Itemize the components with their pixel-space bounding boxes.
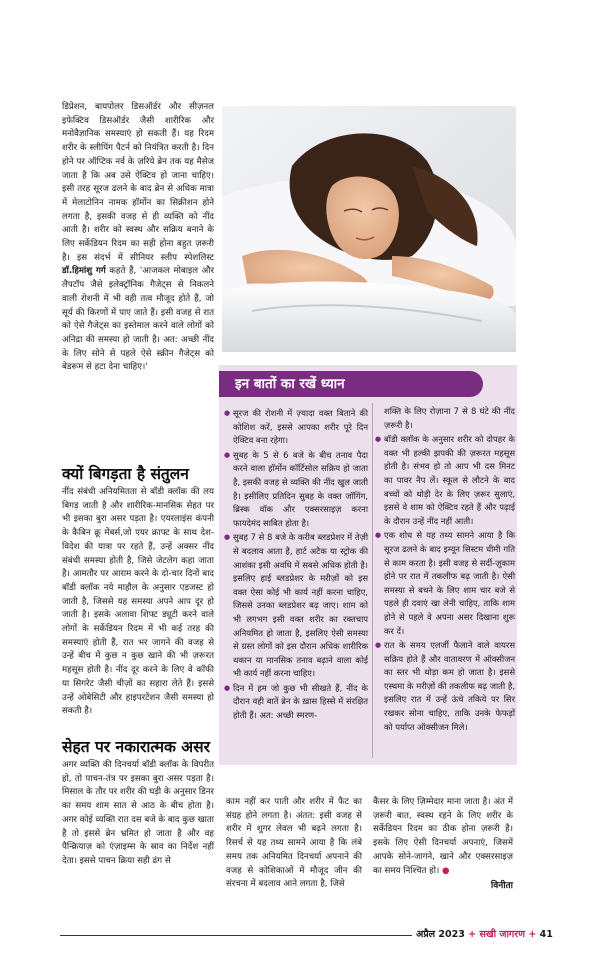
column-three-text — [373, 796, 513, 894]
imbalance-paragraph: नींद संबंधी अनियमितता से बॉडी क्लॉक की लय बिगड़ जाती है और शारीरिक-मानसिक सेहत पर भी इसका बुरा असर पड़ता है। एयरलाइंस कंपनी के कैबिन क्रू मेंबर्स,जो एयर क्राफ्ट के साथ देश-विदेश की यात्रा पर रहते हैं, उन्हें अक्सर नींद संबंधी समस्या होती है, जिसे जेटलेग कहा जाता है। आमतौर पर आराम करने के दो-चार दिनों बाद बॉडी क्लॉक नये माहौल के अनुसार एडजस्ट हो जाती है, जिससे यह समस्या अपने आप दूर हो जाती है। इसके अलावा शिफ्ट ड्यूटी करने वाले लोगों के सर्केडियन रिदम में भी कई तरह की समस्याएं होती हैं, रात भर जागने की वजह से उन्हें बीच में कुछ न कुछ खाने की भी ज़रूरत महसूस होती है। नींद दूर करने के लिए वे कॉफी या सिगरेट जैसी चीज़ों का सहारा लेते हैं। इससे उन्हें ओबेसिटी और हाइपरटेंशन जैसी समस्या हो सकती है। — [62, 487, 214, 717]
footer-separator-icon: + — [528, 929, 537, 940]
page-number: 41 — [539, 929, 553, 940]
sleeping-woman-photo — [222, 106, 516, 352]
footer-month: अप्रैल 2023 — [416, 929, 465, 940]
tips-box-divider — [372, 403, 373, 758]
intro-paragraph: डिप्रेशन, बायपोलर डिसऑर्डर और सीज़नल इफेक्टिव डिसऑर्डर जैसी शारीरिक और मनोवैज्ञानिक समस्याएं हो सकती हैं। यह रिदम शरीर के स्लीपिंग पैटर्न को नियंत्रित करती है। दिन होने पर ऑप्टिक नर्व के ज़रिये ब्रेन तक यह मैसेज जाता है कि अब उसे ऐक्टिव हो जाना चाहिए। इसी तरह सूरज ढलने के बाद ब्रेन से अधिक मात्रा में मेलाटोनिन नामक हॉर्मोन का सिक्रीशन होने लगता है, इसकी वजह से ही व्यक्ति को नींद आती है। शरीर को स्वस्थ और सक्रिय बनाने के लिए सर्केडियन रिदम का सही होना बहुत ज़रूरी है। इस संदर्भ में सीनियर स्लीप स्पेशलिस्ट — [62, 102, 214, 263]
tips-left-column — [224, 407, 368, 724]
footer-rule — [60, 935, 412, 936]
heading-imbalance: क्यों बिगड़ता है संतुलन — [62, 465, 189, 483]
author-name: विनीता — [490, 881, 513, 892]
column-two-paragraph: काम नहीं कर पाती और शरीर में फैट का संग्रह होने लगता है। अंतत: इसी वजह से शरीर में शुगर लेवल भी बढ़ने लगता है। रिसर्च से यह तथ्य सामने आया है कि लंबे समय तक अनियमित दिनचर्या अपनाने की वजह से कोशिकाओं में मौजूद जीन की संरचना में बदलाव आने लगता है, जिसे — [226, 797, 362, 890]
tip-item: ● दिन में हम जो कुछ भी सीखते हैं, नींद के दौरान वही बातें ब्रेन के ख़ास हिस्से में संरक्षित होती हैं। अत: अच्छी स्मरण- — [224, 682, 368, 723]
imbalance-section — [62, 464, 214, 719]
footer-credit — [416, 927, 553, 943]
tips-box — [219, 365, 517, 765]
page-footer — [0, 927, 590, 945]
footer-brand: सखी जागरण — [479, 929, 526, 940]
end-mark-icon: ● — [441, 865, 450, 876]
tip-item: ● सूरज की रोशनी में ज़्यादा वक्त बिताने की कोशिश करें, इससे आपका शरीर पूरे दिन ऐक्टिव बना रहेगा। — [224, 407, 368, 448]
intro-text-block — [62, 101, 214, 375]
tip-item: ● सुबह 7 से 8 बजे के करीब ब्लडप्रेशर में तेज़ी से बदलाव आता है, हार्ट अटैक या स्ट्रोक की आशंका इसी अवधि में सबसे अधिक होती है। इसलिए हाई ब्लडप्रेशर के मरीज़ों को इस वक्त ऐसा कोई भी कार्य नहीं करना चाहिए, जिससे उनका ब्लडप्रेशर बढ़ जाए। शाम को भी लगभग इसी वक्त शरीर का रक्तचाप अनियमित हो जाता है, इसलिए ऐसी समस्या से ग्रस्त लोगों को इस दौरान अधिक शारीरिक थकान या मानसिक तनाव बढ़ाने वाला कोई भी कार्य नहीं करना चाहिए। — [224, 531, 368, 681]
tip-item: ● रात के समय एलर्जी फैलाने वाले वायरस सक्रिय होते हैं और वातावरण में ऑक्सीजन का स्तर भी थोड़ा कम हो जाता है। इससे एस्थमा के मरीज़ों की तकलीफ बढ़ जाती है, इसलिए रात में उन्हें ऊंचे तकिये पर सिर रखकर सोना चाहिए, ताकि उनके फेफड़ों को पर्याप्त ऑक्सीजन मिले। — [375, 639, 515, 734]
health-section — [62, 737, 214, 869]
doctor-name: डॉ.हिमांशु गर्ग — [62, 266, 106, 277]
column-three-paragraph: कैंसर के लिए ज़िम्मेदार माना जाता है। अंत में ज़रूरी बात, स्वस्थ रहने के लिए शरीर के सर्केडियन रिदम का ठीक होना ज़रूरी है। इसके लिए ऐसी दिनचर्या अपनाएं, जिसमें आपके सोने-जागने, खाने और एक्सरसाइज़ का समय निश्चित हो। — [373, 797, 513, 876]
tip-item: ● एक शोध से यह तथ्य सामने आया है कि सूरज ढलने के बाद इम्यून सिस्टम धीमी गति से काम करता है। इसी वजह से सर्दी-ज़ुकाम होने पर रात में तकलीफ बढ़ जाती है। ऐसी समस्या से बचने के लिए शाम चार बजे से पहले ही दवाएं खा लेनी चाहिए, ताकि शाम होने से पहले वे अपना असर दिखाना शुरू कर दें। — [375, 529, 515, 638]
heading-health: सेहत पर नकारात्मक असर — [62, 738, 210, 756]
tip-continuation: शक्ति के लिए रोज़ाना 7 से 8 घंटे की नींद ज़रूरी है। — [384, 406, 515, 430]
photo-illustration — [222, 106, 516, 352]
footer-separator-icon: + — [468, 929, 477, 940]
tips-right-column — [375, 405, 515, 735]
tip-item: ● सुबह के 5 से 6 बजे के बीच तनाव पैदा करने वाला हॉर्मोन कॉर्टिसोल सक्रिय हो जाता है, इसकी वजह से व्यक्ति की नींद खुल जाती है। इसीलिए प्रतिदिन सुबह के वक्त जॉगिंग, ब्रिस्क वॉक और एक्सरसाइज़ करना फायदेमंद साबित होता है। — [224, 449, 368, 531]
tips-box-title: इन बातों का रखें ध्यान — [219, 371, 483, 397]
health-paragraph: अगर व्यक्ति की दिनचर्या बॉडी क्लॉक के विपरीत हो, तो पाचन-तंत्र पर इसका बुरा असर पड़ता है। मिसाल के तौर पर शरीर की घड़ी के अनुसार डिनर का समय शाम सात से आठ के बीच होता है। अगर कोई व्यक्ति रात दस बजे के बाद कुछ खाता है तो इससे ब्रेन भ्रमित हो जाता है और वह पैन्क्रियाज़ को एंज़ाइम्स के स्राव का निर्देश नहीं देता। इससे पाचन क्रिया सही ढंग से — [62, 760, 214, 866]
column-two-text — [226, 796, 362, 892]
intro-quote: कहते हैं, 'आजकल मोबाइल और लैपटॉप जैसे इलेक्ट्रॉनिक गैजेट्स से निकलने वाली रोशनी में भी वही तत्व मौजूद होते हैं, जो सूर्य की किरणों में पाए जाते हैं। इसी वजह से रात को ऐसे गैजेट्स का इस्तेमाल करने वाले लोगों को अनिद्रा की समस्या हो जाती है। अत: अच्छी नींद के लिए सोने से पहले ऐसे स्क्रीन गैजेट्स को बेडरूम से हटा देना चाहिए।' — [62, 266, 214, 373]
tip-item: ● बॉडी क्लॉक के अनुसार शरीर को दोपहर के वक्त भी हल्की झपकी की ज़रूरत महसूस होती है। संभव हो तो आप भी दस मिनट का पावर नैप लें। स्कूल से लौटने के बाद बच्चों को थोड़ी देर के लिए ज़रूर सुलाएं, इससे वे शाम को ऐक्टिव रहते हैं और पढ़ाई के दौरान उन्हें नींद नहीं आती। — [375, 433, 515, 528]
